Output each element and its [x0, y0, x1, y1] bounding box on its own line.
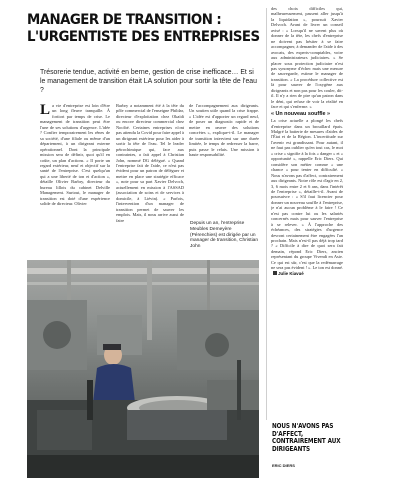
article-lead: Trésorerie tendue, activité en berne, gestion de crise inefficace… Et si le management de transition était LA solution pour sortir la tête de l'eau ?: [40, 69, 257, 94]
body-text-3: de l'accompagnement aux dirigeants. Un soutien utile quand la crise frappe. « L'idée est d'apporter un regard neuf, de poser un diagnostic rapide et de mettre en œuvre des solutions concrètes », explique-t-il. Le manager de transition intervient sur une durée limitée, le temps de redresser la barre, puis passe le relais. Une mission à haute responsabilité.: [189, 103, 259, 158]
body-text-4-para: [271, 118, 343, 276]
title-line-2: L'URGENTISTE DES ENTREPRISES: [27, 29, 260, 45]
end-mark-icon: [273, 271, 277, 275]
body-column-1: [40, 103, 110, 251]
body-text-2: Barbry a notamment été à la tête du pôle commercial de l'enseigne Phildar, directeur d'exploitation chez Okaïdi ou encore directeur commercial chez Nocibé. Certaines entreprises n'ont pas attendu la Covid pour faire appel à un dirigeant extérieur pour les aider à sortir la tête de l'eau. Tel le leader pétrochimique qui, face aux contraintes, a fait appel à Christian John, nommé DG délégué. « Quand l'entreprise fait de l'aide, ce n'est pas évident pour un patron de déléguer et mettre en place une stratégie efficace », note pour sa part Xavier Delvoch, actuellement en mission à l'ASSAD (association de soins et de services à domicile, à Liévin). « Parfois, l'intervention d'un manager de transition permet de sauver les emplois. Mais, il nous arrive aussi de faire: [116, 103, 184, 223]
body-column-2: [116, 103, 184, 253]
column-divider: [266, 8, 267, 420]
pull-quote: NOUS N'AVONS PAS D'AFFECT, CONTRAIREMENT AUX DIRIGEANTS: [272, 422, 341, 453]
section-subhead: « Un nouveau souffle »: [271, 110, 331, 117]
factory-photo: [27, 260, 259, 478]
title-line-1: MANAGER DE TRANSITION :: [27, 12, 222, 28]
photo-caption: Depuis un an, l'entreprise Meubles Demeyère (Pérenchies) est dirigée par un manager de transition, Christian John: [190, 221, 258, 250]
body-column-4: [271, 6, 343, 418]
body-text-4: La crise actuelle a plongé les chefs d'entreprise dans un brouillard épais. Malgré la batterie de mesures d'aides de l'État et de la Région. L'incertitude sur l'avenir est grandissant. Pour autant, il ne faut pas oublier qu'en tout cas, le mot « crise » signifie à la fois « danger » et « opportunité », rappelle Eric Diers. Qui considère son métier comme « une chance » pour tenter en difficulté. « Nous n'avons pas d'affect, contrairement aux dirigeants. Notre rôle est d'agir en 2, 3, 6 mois entre 2 et 6 ans, dans l'intérêt de l'entreprise », détaille-t-il. Avant de poursuivre : « S'il faut licencier pour donner un nouveau souffle à l'entreprise, je n'ai aucun problème à le faire ! Ce n'est pas contre lui ou les salariés concernés mais pour sauver l'entreprise à se relever. » À l'approche des échéances, des stratégies d'urgence devront certainement être engagées l'an prochain. Mais n'est-il pas déjà trop tard ? « Difficile à dire de quoi sera fait demain, répond Eric Diers, ancien représentant du groupe Vivendi en Asie. Ce qui est sûr, c'est que la redémarrage ne sera pas évident ! ». Le ton est donné.: [271, 118, 343, 271]
article-title: [27, 12, 260, 46]
pull-quote-author: ERIC DIERS: [272, 463, 295, 468]
body-text-4-intro: [271, 6, 343, 110]
factory-illustration: [27, 260, 259, 478]
author-signature: Julie Kiavué: [278, 270, 304, 276]
body-text-1: a vie d'entreprise est loin d'être un long fleuve tranquille. À fortiori par temps de crise. Le management de transition peut être l'une de ses solutions d'urgence. L'idée ? Confier temporairement les rênes de sa société, d'une filiale ou même d'un département, à un dirigeant externe opérationnel. Dont la principale mission sera de définir, quoi qu'il en coûte, un plan d'actions. « Il porte un regard extérieur, neuf et objectif sur la santé de l'entreprise. C'est quelqu'un qui a une liberté de ton et d'action », détaille Olivier Barbry, directeur du bureau lillois du cabinet Delville Management. Surtout, le manager de transition est doté d'une expérience solide de directeur. Olivier: [40, 103, 110, 207]
body-text-4-lead: des choix difficiles qui, malheureusement, passent aller jusqu'à la liquidation », poursuit Xavier Delvoch. Avant de livrer un conseil avisé : « Lorsqu'il ne savent plus où donner de la tête, les chefs d'entreprise ne doivent pas hésiter à se faire accompagner, à demander de l'aide à des avocats, des experts-comptables, voire aux administrateurs judiciaires. » Se placer sous protection judiciaire n'est pas synonyme d'échec mais une mesure de sauvegarde, estime le manager de transition. « La procédure collective est là pour sauver de l'oxygène aux dirigeants et non pas pour les couler, dit-il. Il n'y a rien de pire qu'un patron dans le déni, qui refuse de voir la réalité en face et qui s'enferme. »: [271, 6, 343, 110]
drop-cap: L: [40, 103, 51, 118]
